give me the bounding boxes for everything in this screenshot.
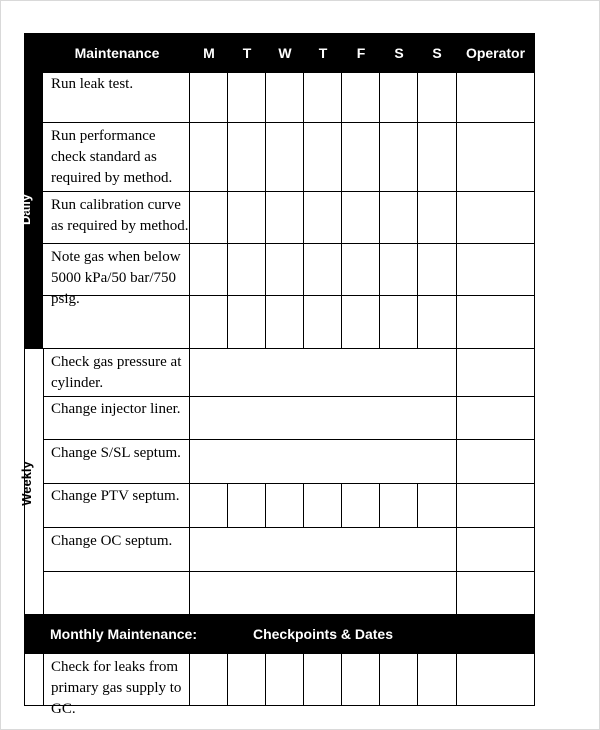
weekly-task-ssl-septum: Change S/SL septum.: [51, 445, 181, 461]
col-line: [417, 654, 418, 706]
day-header-thu: T: [318, 45, 328, 61]
row-line: [43, 122, 535, 123]
col-line: [379, 483, 380, 527]
table-header: [24, 33, 535, 73]
daily-task-calibration-curve: Run calibration curve as required by method.: [51, 197, 189, 234]
monthly-header: [24, 614, 535, 654]
col-line: [379, 654, 380, 706]
monthly-task-check-leaks: Check for leaks from primary gas supply to GC.: [51, 659, 182, 717]
col-line: [417, 73, 418, 348]
col-line: [379, 73, 380, 348]
day-header-sat: S: [394, 45, 404, 61]
col-line: [303, 654, 304, 706]
weekly-task-gas-pressure: Check gas pressure at cylinder.: [51, 354, 182, 391]
col-line: [341, 73, 342, 348]
daily-task-note-gas: Note gas when below 5000 kPa/50 bar/750 psig.: [51, 249, 181, 307]
row-line: [24, 348, 535, 349]
day-header-mon: M: [203, 45, 215, 61]
col-line: [227, 73, 228, 348]
col-line: [265, 654, 266, 706]
checkpoints-header: Checkpoints & Dates: [252, 626, 394, 642]
monthly-title: Monthly Maintenance:: [50, 626, 198, 642]
col-line: [265, 483, 266, 527]
col-line: [341, 483, 342, 527]
daily-task-performance-check: Run performance check standard as required by method.: [51, 128, 173, 186]
col-line: [417, 483, 418, 527]
maintenance-header: Maintenance: [74, 45, 160, 61]
day-header-tue: T: [242, 45, 252, 61]
row-line: [43, 191, 535, 192]
row-line: [43, 396, 535, 397]
col-line: [189, 73, 190, 614]
day-header-fri: F: [356, 45, 366, 61]
col-line: [303, 73, 304, 348]
col-line: [227, 483, 228, 527]
col-line: [456, 73, 457, 614]
row-line: [43, 483, 535, 484]
weekly-task-ptv-septum: Change PTV septum.: [51, 488, 180, 504]
day-header-wed: W: [278, 45, 292, 61]
day-header-sun: S: [432, 45, 442, 61]
col-line: [189, 654, 190, 706]
operator-header: Operator: [465, 45, 526, 61]
daily-label: Daily: [18, 193, 34, 226]
row-line: [43, 571, 535, 572]
row-line: [43, 527, 535, 528]
col-line: [303, 483, 304, 527]
weekly-task-oc-septum: Change OC septum.: [51, 533, 173, 549]
row-line: [43, 243, 535, 244]
col-line: [456, 654, 457, 706]
col-line: [43, 348, 44, 614]
col-line: [227, 654, 228, 706]
weekly-task-injector-liner: Change injector liner.: [51, 401, 181, 417]
col-line: [341, 654, 342, 706]
row-line: [43, 439, 535, 440]
col-line: [265, 73, 266, 348]
col-line: [43, 654, 44, 706]
daily-task-leak-test: Run leak test.: [51, 76, 134, 92]
weekly-label: Weekly: [18, 461, 34, 506]
